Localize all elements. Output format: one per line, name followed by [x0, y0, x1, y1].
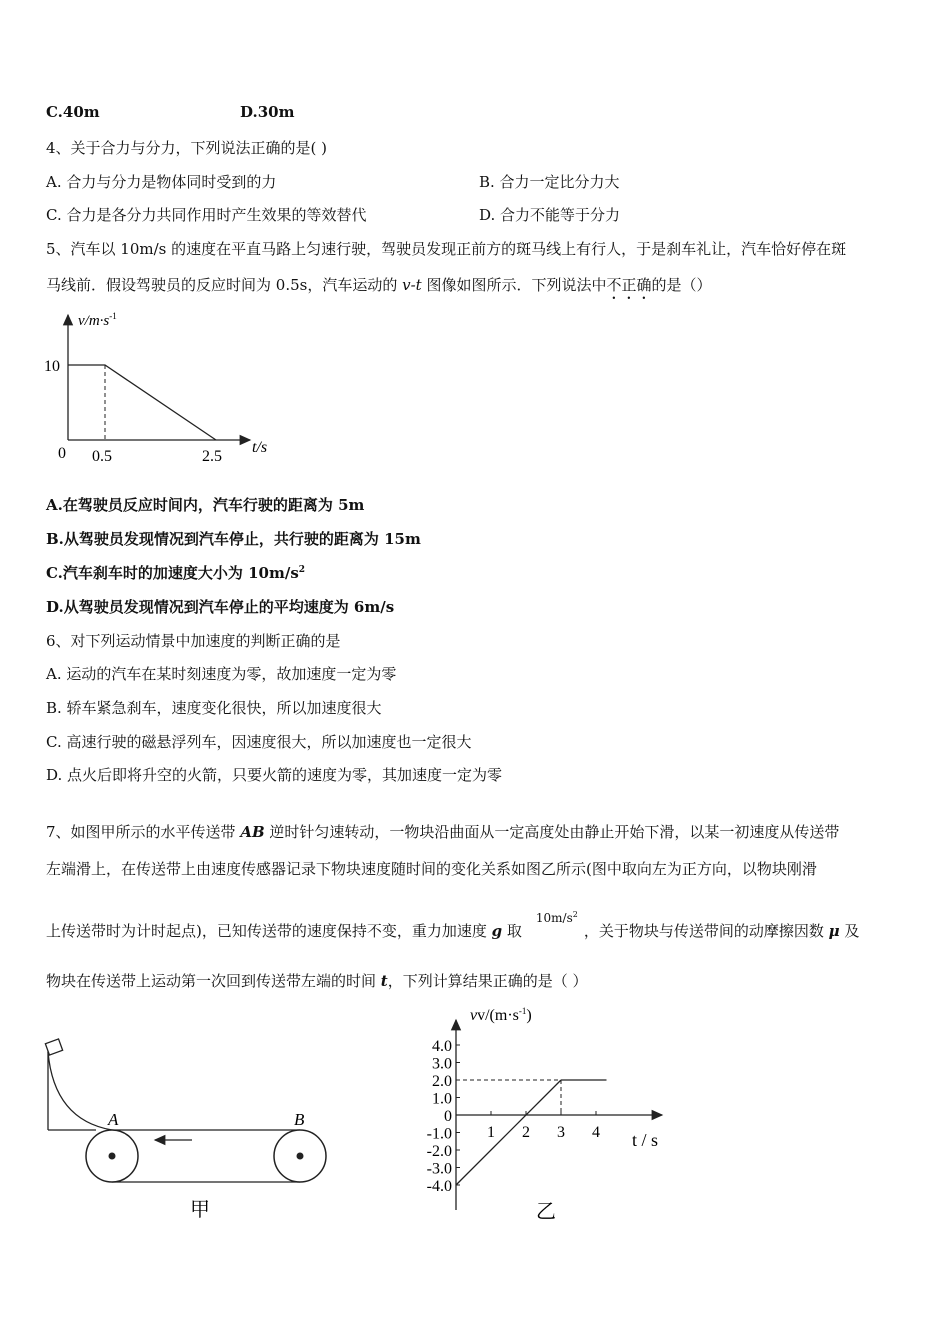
q7-stem-line4: 物块在传送带上运动第一次回到传送带左端的时间 t，下列计算结果正确的是（ ） [46, 972, 588, 990]
q6-option-d: D. 点火后即将升空的火箭，只要火箭的速度为零，其加速度一定为零 [46, 766, 503, 784]
q5-stem-line1: 5、汽车以 10m/s 的速度在平直马路上匀速行驶，驾驶员发现正前方的斑马线上有行人，于是刹车礼让，汽车恰好停在斑 [46, 240, 847, 258]
y-tick-label: -4.0 [426, 1178, 452, 1195]
origin-label: 0 [58, 445, 66, 462]
q6-stem: 6、对下列运动情景中加速度的判断正确的是 [46, 632, 341, 650]
q5-stem-line2 [46, 274, 711, 303]
y-axis-label: $vv/(m\cdot s^{-1})$ [470, 1006, 532, 1024]
x-tick-2-5: 2.5 [202, 448, 222, 465]
q4-option-c: C. 合力是各分力共同作用时产生效果的等效替代 [46, 206, 367, 224]
q7-stem-line1: 7、如图甲所示的水平传送带 AB 逆时针匀速转动，一物块沿曲面从一定高度处由静止开始下滑，以某一初速度从传送带 [46, 823, 840, 841]
x-tick-label: 3 [557, 1124, 565, 1141]
y-tick-label: 1.0 [432, 1090, 452, 1108]
y-tick-10: 10 [44, 358, 60, 375]
caption-yi: 乙 [536, 1201, 556, 1223]
y-tick-label: -1.0 [426, 1125, 452, 1143]
q6-option-c: C. 高速行驶的磁悬浮列车，因速度很大，所以加速度也一定很大 [46, 733, 472, 751]
q4-option-a: A. 合力与分力是物体同时受到的力 [46, 173, 277, 191]
block [45, 1039, 62, 1055]
pulley-right-axle [297, 1153, 304, 1160]
q4-options-row1 [46, 171, 620, 192]
q6-option-b: B. 轿车紧急刹车，速度变化很快，所以加速度很大 [46, 699, 382, 717]
q5-vt-graph [40, 305, 280, 475]
q5-option-a: A.在驾驶员反应时间内，汽车行驶的距离为 5m [46, 496, 365, 514]
q4-options-row2 [46, 204, 621, 225]
y-tick-label: -2.0 [426, 1143, 452, 1160]
x-axis-label: t/s [252, 439, 268, 456]
x-tick-label: 2 [522, 1124, 530, 1141]
x-tick-label: 4 [592, 1124, 600, 1141]
y-tick-label: -3.0 [426, 1160, 452, 1178]
q5-stem-post: 的是（） [651, 276, 712, 294]
q7-g-value: 10m/s2 [535, 910, 578, 925]
y-tick-label: 0 [444, 1108, 452, 1125]
q3-option-d: D.30m [240, 103, 295, 121]
q5-option-c: C.汽车刹车时的加速度大小为 $10m/s^2$ [46, 564, 306, 582]
q4-stem: 4、关于合力与分力，下列说法正确的是( ) [46, 139, 328, 157]
x-axis-label: t / s [632, 1130, 659, 1150]
velocity-line-rising [456, 1080, 561, 1185]
curved-slope [48, 1052, 112, 1130]
q7-stem-line2: 左端滑上，在传送带上由速度传感器记录下物块速度随时间的变化关系如图乙所示(图中取向左为正方向，以物块刚滑 [46, 860, 817, 878]
label-b: B [294, 1110, 305, 1129]
x-tick-0-5: 0.5 [92, 448, 112, 465]
y-tick-label: 4.0 [432, 1038, 452, 1055]
q7-stem-line3: 上传送带时为计时起点)，已知传送带的速度保持不变，重力加速度 g 取$^{10m/s^2}$，关于物块与传送带间的动摩擦因数 μ 及 [46, 910, 860, 940]
x-tick-label: 1 [487, 1124, 495, 1141]
vt-line [68, 365, 216, 440]
y-axis-label: $v/m\cdot s^{-1}$ [78, 311, 117, 329]
y-tick-label: 2.0 [432, 1073, 452, 1090]
q7-fig-yi [400, 1000, 680, 1225]
q4-option-b: B. 合力一定比分力大 [479, 173, 620, 191]
q5-stem-pre: 马线前．假设驾驶员的反应时间为 0.5s，汽车运动的 [46, 276, 403, 294]
y-tick-marks [427, 1038, 460, 1195]
y-tick-label: 3.0 [432, 1055, 452, 1073]
caption-jia: 甲 [190, 1199, 210, 1221]
q5-option-d: D.从驾驶员发现情况到汽车停止的平均速度为 6m/s [46, 598, 395, 616]
pulley-left-axle [109, 1153, 116, 1160]
q7-fig-jia [40, 1030, 340, 1225]
q4-option-d: D. 合力不能等于分力 [479, 206, 621, 224]
q5-option-b: B.从驾驶员发现情况到汽车停止，共行驶的距离为 15m [46, 530, 421, 548]
q6-option-a: A. 运动的汽车在某时刻速度为零，故加速度一定为零 [46, 665, 397, 683]
q5-stem-emphasis: 不正确 [606, 276, 652, 294]
label-a: A [108, 1110, 119, 1129]
q3-option-c: C.40m [46, 103, 100, 121]
q5-vt-symbol: v-t [402, 276, 422, 294]
q5-stem-mid: 图像如图所示．下列说法中 [421, 276, 607, 294]
